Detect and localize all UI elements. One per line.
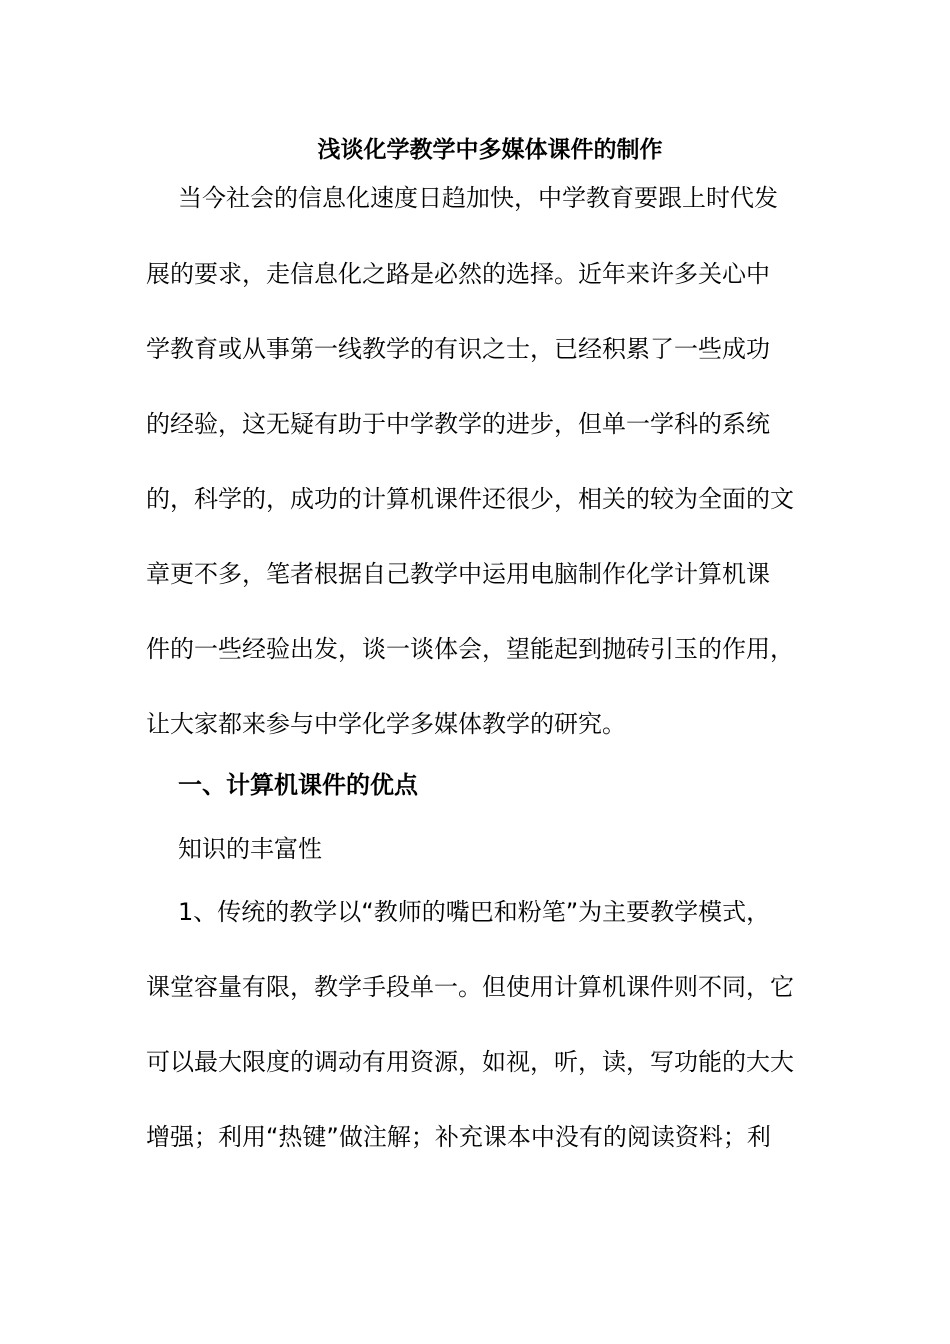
document-title: 浅谈化学教学中多媒体课件的制作 [317,137,663,163]
intro-line-1: 当今社会的信息化速度日趋加快，中学教育要跟上时代发 [178,184,778,212]
intro-line-8: 让大家都来参与中学化学多媒体教学的研究。 [146,710,626,738]
point-line-1: 1、传统的教学以“教师的嘴巴和粉笔”为主要教学模式， [178,898,771,926]
intro-line-6: 章更不多，笔者根据自己教学中运用电脑制作化学计算机课 [146,560,770,588]
intro-line-7: 件的一些经验出发，谈一谈体会，望能起到抛砖引玉的作用， [146,635,794,663]
intro-line-3: 学教育或从事第一线教学的有识之士，已经积累了一些成功 [146,335,770,363]
intro-line-5: 的，科学的，成功的计算机课件还很少，相关的较为全面的文 [146,485,794,513]
point-line-4: 增强；利用“热键”做注解；补充课本中没有的阅读资料；利 [146,1123,771,1151]
section-heading: 一、计算机课件的优点 [178,771,418,799]
subheading: 知识的丰富性 [178,835,322,863]
intro-line-2: 展的要求，走信息化之路是必然的选择。近年来许多关心中 [146,260,770,288]
point-line-3: 可以最大限度的调动有用资源，如视，听，读，写功能的大大 [146,1048,794,1076]
point-line-2: 课堂容量有限，教学手段单一。但使用计算机课件则不同，它 [146,973,794,1001]
intro-line-4: 的经验，这无疑有助于中学教学的进步，但单一学科的系统 [146,410,770,438]
